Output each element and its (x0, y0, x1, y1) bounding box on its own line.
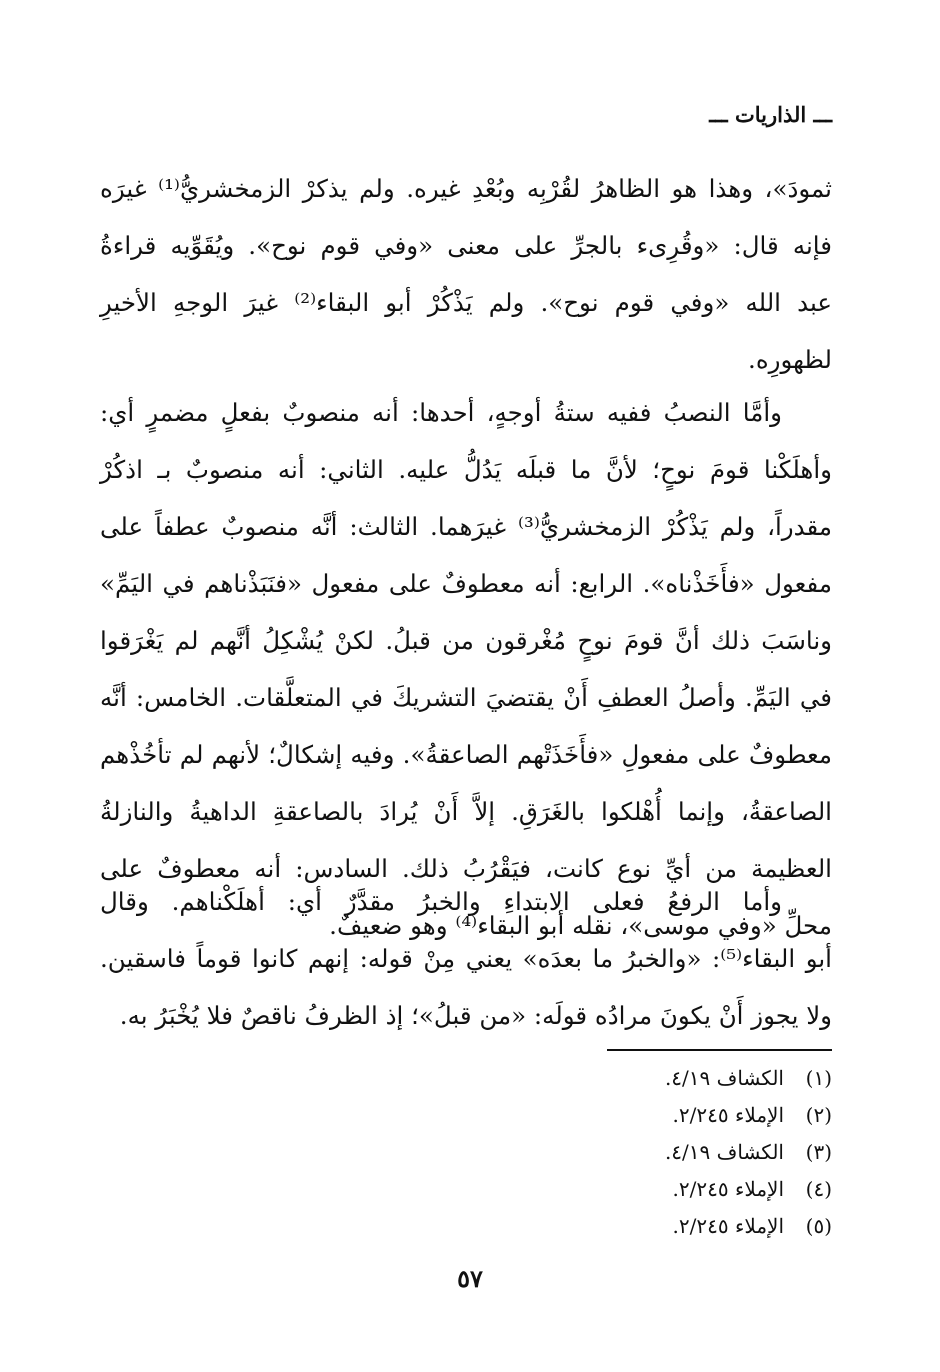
text-line: فإنه قال: «وقُرِىء بالجرِّ على معنى «وفي قوم نوح». ويُقَوِّيه قراءةُ (100, 231, 832, 260)
footnote-divider (607, 1049, 832, 1051)
text-line: وناسَبَ ذلك أنَّ قومَ نوحٍ مُغْرقون من قبلُ. لكنْ يُشْكِلُ أنَّهم لم يَغْرَقوا (100, 626, 832, 655)
footnote-number: (٥) (805, 1214, 832, 1238)
text-line: محلِّ «وفي موسى»، نقله أبو البقاء⁽⁴⁾ وهو ضعيفٌ. (329, 911, 832, 940)
footnote-number: (٤) (805, 1177, 832, 1201)
page-number: ٥٧ (457, 1264, 483, 1293)
footnote-text: الكشاف ٤/١٩. (664, 1066, 784, 1090)
footnote-item (472, 1171, 832, 1208)
text-line: معطوفٌ على مفعولِ «فأَخَذَتْهم الصاعقةُ». وفيه إشكالٌ؛ لأنهم لم تأخُذْهم (100, 740, 832, 769)
footnote-item (472, 1208, 832, 1245)
running-header: ـــ الذاريات ـــ (709, 102, 832, 127)
text-line: مفعول «فأَخَذْناه». الرابع: أنه معطوفٌ على مفعول «فنَبَذْناهم في اليَمِّ» (100, 569, 832, 598)
text-line: في اليَمِّ. وأصلُ العطفِ أَنْ يقتضيَ التشريكَ في المتعلَّقات. الخامس: أنَّه (100, 683, 832, 712)
text-line: وأهلَكْنا قومَ نوحٍ؛ لأنَّ ما قبلَه يَدُلُّ عليه. الثاني: أنه منصوبٌ بـ اذكُرْ (100, 455, 832, 484)
text-line: وأما الرفعُ فعلى الابتداءِ والخبرُ مقدَّرٌ أي: أهلَكْناهم. وقال (100, 887, 782, 916)
footnotes (472, 1060, 832, 1245)
text-line: العظيمة من أيِّ نوع كانت، فيَقْرُبُ ذلك. السادس: أنه معطوفٌ على (100, 854, 832, 883)
paragraph-1 (100, 160, 832, 388)
text-line: أبو البقاء⁽⁵⁾: «والخبرُ ما بعدَه» يعني مِنْ قوله: إنهم كانوا قوماً فاسقين. (100, 944, 832, 973)
footnote-number: (٢) (805, 1103, 832, 1127)
text-line: عبد الله «وفي قوم نوح». ولم يَذْكُرْ أبو البقاء⁽²⁾ غيرَ الوجهِ الأخيرِ (100, 288, 832, 317)
text-line: لظهورِه. (748, 345, 832, 374)
text-line: مقدراً، ولم يَذْكُرْ الزمخشريُّ⁽³⁾ غيرَهما. الثالث: أنَّه منصوبٌ عطفاً على (100, 512, 833, 541)
footnote-number: (٣) (805, 1140, 832, 1164)
footnote-text: الإملاء ٢/٢٤٥. (672, 1103, 784, 1127)
text-line: الصاعقةُ، وإنما أُهْلكوا بالغَرَقِ. إلاَّ أَنْ يُرادَ بالصاعقةِ الداهيةُ والنازلةُ (100, 797, 832, 826)
footnote-number: (١) (805, 1066, 832, 1090)
footnote-item (472, 1060, 832, 1097)
text-line: وأمَّا النصبُ ففيه ستةُ أوجهٍ، أحدها: أنه منصوبٌ بفعلٍ مضمرٍ أي: (100, 398, 782, 427)
text-line: ولا يجوز أَنْ يكونَ مرادُه قولَه: «من قبلُ»؛ إذ الظرفُ ناقصٌ فلا يُخْبَرُ به. (119, 1001, 832, 1030)
text-line: ثمودَ»، وهذا هو الظاهرُ لقُرْبِه وبُعْدِ غيره. ولم يذكرْ الزمخشريُّ⁽¹⁾ غيرَه (100, 174, 832, 203)
footnote-text: الإملاء ٢/٢٤٥. (672, 1177, 784, 1201)
paragraph-3 (100, 873, 832, 1044)
footnote-text: الكشاف ٤/١٩. (664, 1140, 784, 1164)
footnote-item (472, 1097, 832, 1134)
paragraph-2 (100, 384, 832, 954)
footnote-text: الإملاء ٢/٢٤٥. (672, 1214, 784, 1238)
footnote-item (472, 1134, 832, 1171)
